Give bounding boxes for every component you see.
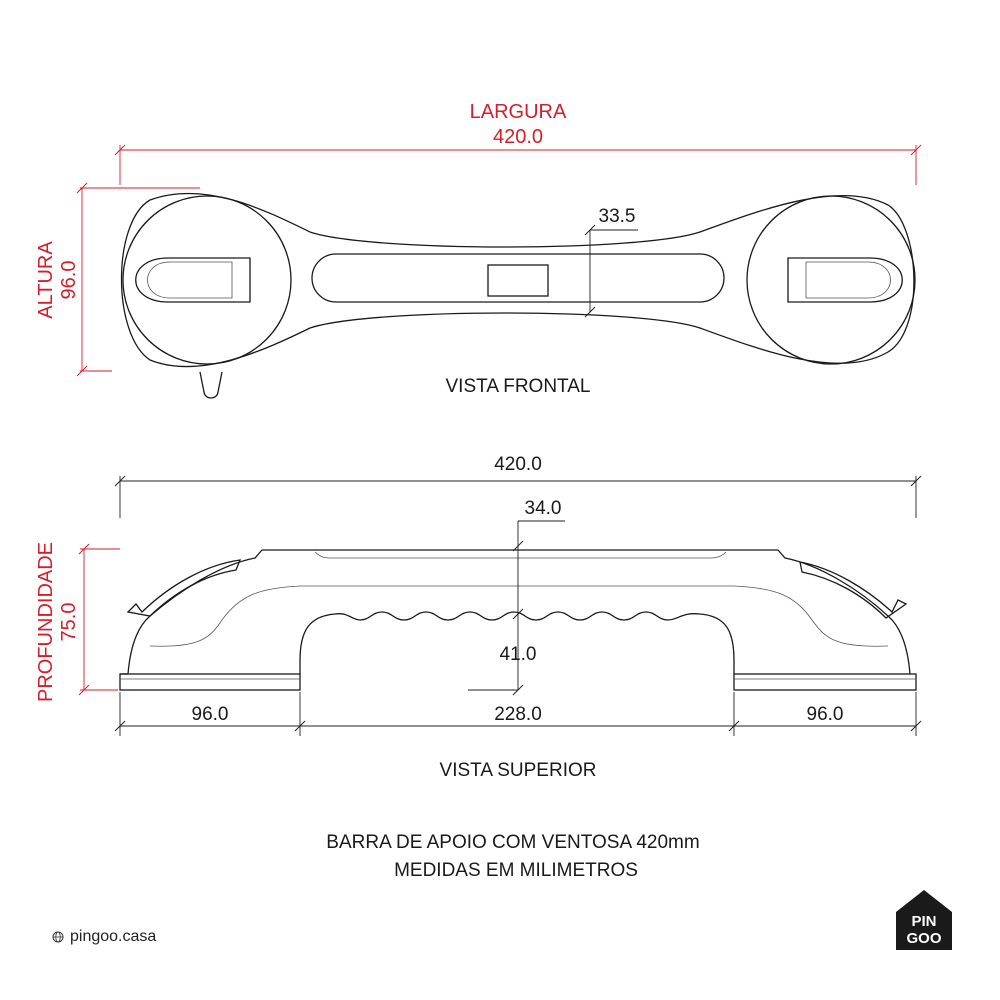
base-left-dimension: 96.0 xyxy=(191,704,229,725)
front-view-title: VISTA FRONTAL xyxy=(445,376,591,397)
span-middle-dimension: 228.0 xyxy=(494,704,542,725)
largura-label: LARGURA xyxy=(469,101,567,123)
depth-dimension-top xyxy=(35,542,120,702)
profundidade-label: PROFUNDIDADE xyxy=(35,541,57,703)
right-lock-lever xyxy=(788,258,902,302)
right-lever-inner xyxy=(806,262,891,298)
logo-text-bottom: GOO xyxy=(906,930,942,947)
altura-value: 96.0 xyxy=(58,260,80,300)
left-base-plate xyxy=(120,674,300,690)
caption-line-2: MEDIDAS EM MILIMETROS xyxy=(394,860,638,881)
grip-slot xyxy=(312,254,724,302)
height-dimension-front xyxy=(35,183,200,376)
handle-outline xyxy=(122,193,914,366)
grip-depth-dimension: 41.0 xyxy=(499,644,537,665)
left-lock-lever xyxy=(136,258,250,302)
caption-line-1: BARRA DE APOIO COM VENTOSA 420mm xyxy=(326,832,700,853)
bottom-dimensions xyxy=(115,692,921,736)
left-lever-inner xyxy=(148,262,233,298)
base-right-dimension: 96.0 xyxy=(806,704,844,725)
handle-top-highlight xyxy=(315,552,726,558)
logo-text-top: PIN xyxy=(911,913,937,930)
largura-value: 420.0 xyxy=(492,126,544,148)
width-dimension-front xyxy=(115,101,921,185)
site-url[interactable]: pingoo.casa xyxy=(70,928,157,945)
right-base-plate xyxy=(734,674,916,690)
left-suction-cup xyxy=(123,196,291,364)
release-tab xyxy=(200,372,222,398)
handle-inner-line xyxy=(150,586,888,646)
profundidade-value: 75.0 xyxy=(58,602,80,642)
top-view-title: VISTA SUPERIOR xyxy=(439,760,597,781)
width-dimension-top xyxy=(115,454,921,518)
top-width-value: 420.0 xyxy=(494,454,542,475)
globe-icon xyxy=(52,931,64,943)
center-badge xyxy=(488,265,548,296)
right-suction-cup xyxy=(747,196,915,364)
altura-label: ALTURA xyxy=(35,241,57,319)
grab-bar-front-view xyxy=(122,193,916,398)
right-lever-arm xyxy=(800,562,906,618)
depth-center-dimension: 34.0 xyxy=(524,498,562,519)
grip-front-dimension: 33.5 xyxy=(598,206,636,227)
house-logo-icon xyxy=(896,890,952,950)
site-footer xyxy=(52,928,156,946)
grab-bar-top-view xyxy=(120,498,916,695)
